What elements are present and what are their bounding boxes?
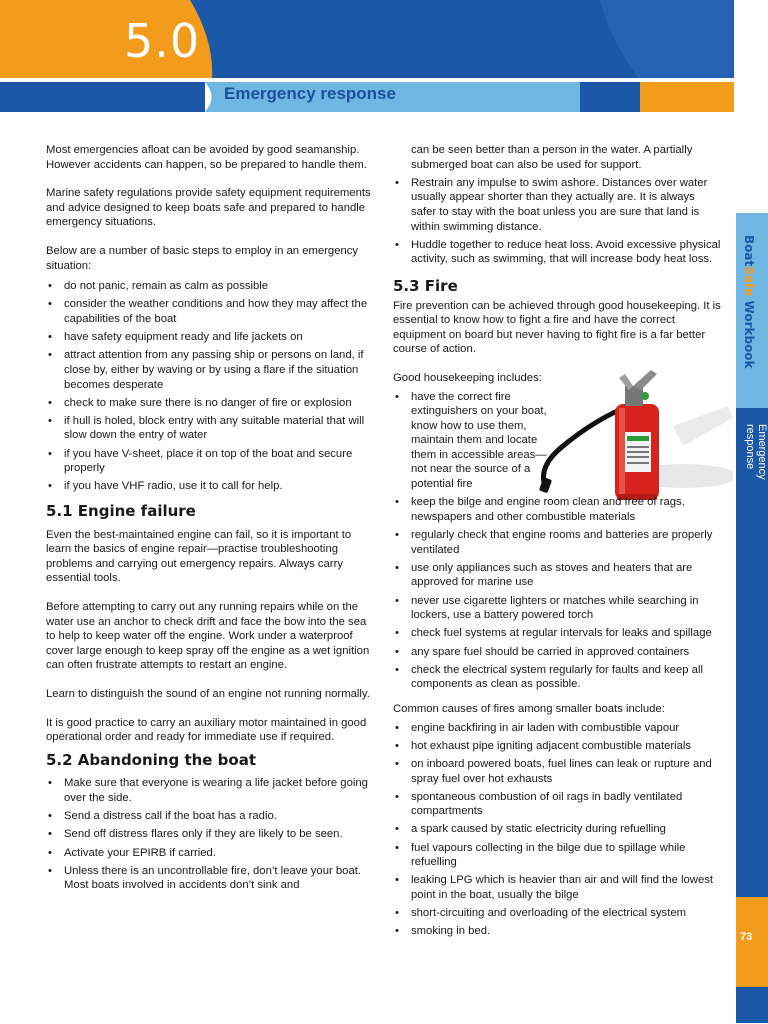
list-item: • do not panic, remain as calm as possible <box>46 279 378 294</box>
list-item: • a spark caused by static electricity during refuelling <box>393 822 721 837</box>
list-item: • any spare fuel should be carried in approved containers <box>393 645 721 660</box>
list-item: • on inboard powered boats, fuel lines can leak or rupture and spray fuel over hot exhausts <box>393 757 721 786</box>
book-title-word1: Boat <box>742 235 756 267</box>
list-item: • check to make sure there is no danger of fire or explosion <box>46 396 378 411</box>
list-item: • if hull is holed, block entry with any suitable material that will slow down the entry of water <box>46 414 378 443</box>
engine-paragraph-1: Even the best-maintained engine can fail, so it is important to learn the basics of engine repair—practise troubleshooting problems and carrying out emergency repairs. Always carry essential tools. <box>46 528 352 585</box>
fire-paragraph-1: Fire prevention can be achieved through good housekeeping. It is essential to know how to fight a fire and have the correct equipment on board but never having to fight fire is a far better course of action. <box>393 299 721 356</box>
book-title-tab <box>736 213 768 408</box>
list-item: • use only appliances such as stoves and heaters that are approved for marine use <box>393 561 721 590</box>
housekeeping-intro: Good housekeeping includes: <box>393 371 542 384</box>
emergency-steps-list <box>46 279 378 494</box>
list-item: • leaking LPG which is heavier than air and will find the lowest point in the boat, usually the bilge <box>393 873 721 902</box>
abandon-list <box>46 776 378 893</box>
book-title <box>742 235 756 369</box>
engine-paragraph-4: It is good practice to carry an auxiliary motor maintained in good operational order and ready for immediate use if required. <box>46 716 367 744</box>
abandon-list-continued <box>393 176 721 267</box>
list-item: • Huddle together to reduce heat loss. Avoid excessive physical activity, such as swimming, that will increase body heat loss. <box>393 238 721 267</box>
list-item: • consider the weather conditions and how they may affect the capabilities of the boat <box>46 297 378 326</box>
chapter-title: Emergency response <box>224 84 396 103</box>
intro-paragraph-2: Marine safety regulations provide safety equipment requirements and advice designed to keep boats safe and prepared to handle emergency situations. <box>46 187 371 229</box>
list-item: • attract attention from any passing ship or persons on land, if close by, either by waving or by using a flare if the situation becomes desperate <box>46 348 378 392</box>
list-item: • Make sure that everyone is wearing a life jacket before going over the side. <box>46 776 378 805</box>
list-item: • hot exhaust pipe igniting adjacent combustible materials <box>393 739 721 754</box>
section-heading-5-2: 5.2 Abandoning the boat <box>46 750 257 769</box>
extinguisher-block <box>393 390 721 492</box>
list-item: • fuel vapours collecting in the bilge due to spillage while refuelling <box>393 841 721 870</box>
book-title-word2: Safe <box>742 266 756 297</box>
engine-paragraph-2: Before attempting to carry out any running repairs while on the water use an anchor to check drift and face the bow into the sea to help to keep water off the engine. Work under a waterproof cover large enough to keep spray off the engine as a wet ignition can often frustrate attempts to restart an engine. <box>46 601 370 672</box>
list-item: • spontaneous combustion of oil rags in badly ventilated compartments <box>393 790 721 819</box>
list-item: • short-circuiting and overloading of the electrical system <box>393 906 721 921</box>
list-item: • regularly check that engine rooms and batteries are properly ventilated <box>393 528 721 557</box>
list-item: • Unless there is an uncontrollable fire, don’t leave your boat. Most boats involved in accidents don’t sink and <box>46 864 378 893</box>
list-item: • Send a distress call if the boat has a radio. <box>46 809 378 824</box>
list-item: • check fuel systems at regular intervals for leaks and spillage <box>393 626 721 641</box>
continued-text: can be seen better than a person in the water. A partially submerged boat can also be used for support. <box>411 144 693 171</box>
book-title-word3: Workbook <box>742 296 756 369</box>
chapter-header <box>0 0 768 112</box>
list-item: • Restrain any impulse to swim ashore. Distances over water usually appear shorter than they actually are. It is always safer to stay with the boat unless you are sure that land is within swimming distance. <box>393 176 721 234</box>
list-item: • never use cigarette lighters or matches while searching in lockers, use a battery powered torch <box>393 594 721 623</box>
section-label: Emergency response <box>744 424 768 480</box>
housekeeping-list <box>393 495 721 692</box>
engine-paragraph-3: Learn to distinguish the sound of an engine not running normally. <box>46 687 370 700</box>
list-item: • if you have V-sheet, place it on top of the boat and secure properly <box>46 447 378 476</box>
intro-paragraph-1: Most emergencies afloat can be avoided by good seamanship. However accidents can happen, so be prepared to handle them. <box>46 144 367 171</box>
list-item: • engine backfiring in air laden with combustible vapour <box>393 721 721 736</box>
list-item: • smoking in bed. <box>393 924 721 939</box>
list-item: • keep the bilge and engine room clean and free of rags, newspapers and other combustible materials <box>393 495 721 524</box>
page-number: 73 <box>740 931 753 943</box>
right-column <box>393 143 721 949</box>
fire-causes-list <box>393 721 721 939</box>
list-item: • have safety equipment ready and life jackets on <box>46 330 378 345</box>
list-item: • Activate your EPIRB if carried. <box>46 846 378 861</box>
list-item: • Send off distress flares only if they are likely to be seen. <box>46 827 378 842</box>
intro-paragraph-3: Below are a number of basic steps to employ in an emergency situation: <box>46 244 359 272</box>
chapter-number: 5.0 <box>124 14 201 68</box>
list-item: • check the electrical system regularly for faults and keep all components as clean as possible. <box>393 663 721 692</box>
causes-intro: Common causes of fires among smaller boats include: <box>393 702 665 715</box>
list-item: • have the correct fire extinguishers on your boat, know how to use them, maintain them and locate them in accessible areas—not near the source of a potential fire <box>393 390 556 492</box>
left-column <box>46 143 378 903</box>
section-heading-5-1: 5.1 Engine failure <box>46 502 196 521</box>
page-number-box <box>736 897 768 987</box>
section-heading-5-3: 5.3 Fire <box>393 276 458 295</box>
list-item: • if you have VHF radio, use it to call for help. <box>46 479 378 494</box>
